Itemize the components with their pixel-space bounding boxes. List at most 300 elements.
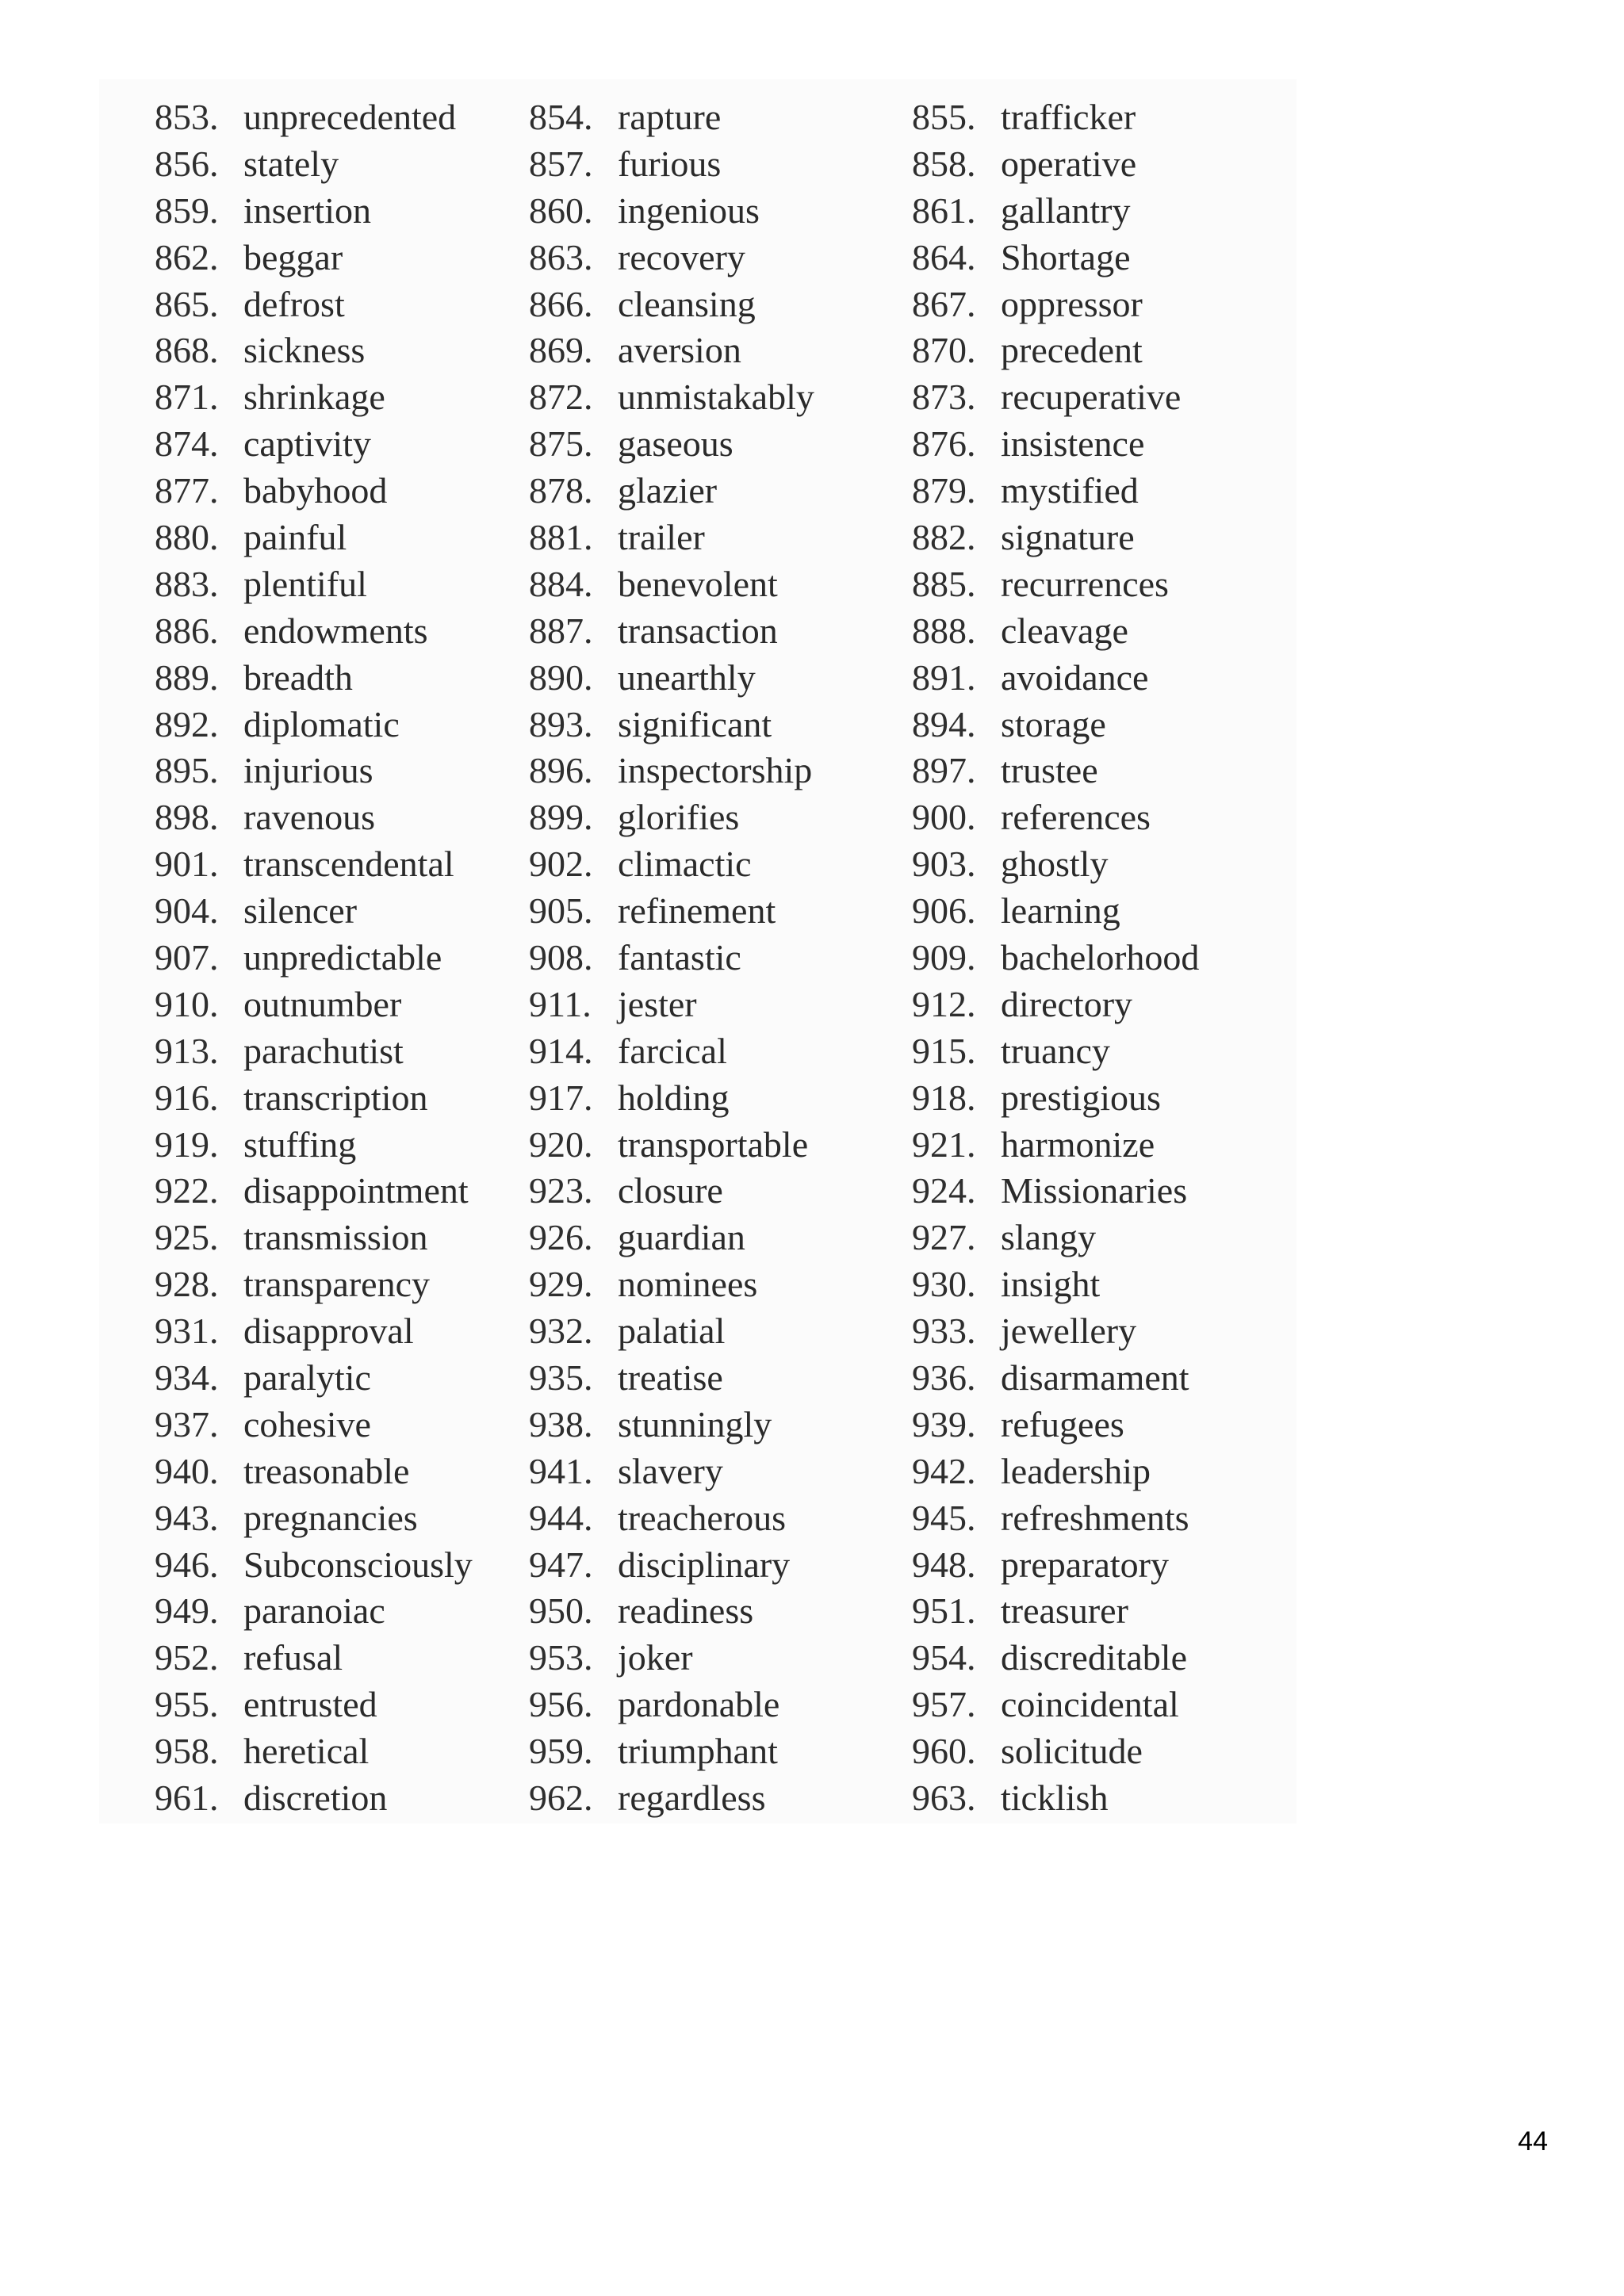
entry-number: 853.	[155, 96, 219, 137]
entry-word: refreshments	[1001, 1497, 1189, 1538]
word-entry	[912, 1307, 1265, 1354]
entry-number: 876.	[912, 423, 976, 465]
entry-word: coincidental	[1001, 1684, 1179, 1725]
entry-number: 962.	[529, 1777, 593, 1818]
entry-word: climactic	[618, 844, 752, 885]
entry-number: 958.	[155, 1731, 219, 1772]
entry-word: ghostly	[1001, 844, 1109, 885]
word-entry	[529, 234, 912, 281]
entry-number: 957.	[912, 1684, 976, 1725]
entry-word: cleansing	[618, 283, 756, 324]
word-entry	[155, 701, 529, 748]
entry-word: discreditable	[1001, 1637, 1188, 1678]
entry-word: paranoiac	[243, 1590, 385, 1632]
entry-number: 880.	[155, 516, 219, 557]
entry-number: 919.	[155, 1123, 219, 1165]
entry-word: recuperative	[1001, 377, 1182, 418]
entry-number: 886.	[155, 610, 219, 651]
entry-number: 955.	[155, 1684, 219, 1725]
word-entry	[155, 1774, 529, 1821]
word-entry	[912, 654, 1265, 701]
entry-number: 954.	[912, 1637, 976, 1678]
entry-word: fantastic	[618, 936, 741, 978]
word-entry	[155, 514, 529, 561]
word-entry	[155, 1261, 529, 1307]
entry-word: unpredictable	[243, 936, 442, 978]
entry-number: 933.	[912, 1311, 976, 1352]
entry-number: 889.	[155, 656, 219, 698]
entry-number: 912.	[912, 983, 976, 1024]
entry-word: readiness	[618, 1590, 754, 1632]
word-entry	[529, 981, 912, 1027]
entry-number: 900.	[912, 797, 976, 838]
entry-word: stuffing	[243, 1123, 357, 1165]
word-entry	[155, 1494, 529, 1541]
word-entry	[155, 467, 529, 514]
entry-word: pregnancies	[243, 1497, 418, 1538]
entry-word: farcical	[618, 1030, 727, 1071]
word-entry	[529, 1448, 912, 1494]
entry-number: 953.	[529, 1637, 593, 1678]
entry-number: 938.	[529, 1403, 593, 1445]
entry-number: 936.	[912, 1357, 976, 1398]
entry-word: bachelorhood	[1001, 936, 1200, 978]
entry-word: closure	[618, 1170, 723, 1211]
entry-number: 898.	[155, 797, 219, 838]
entry-word: refugees	[1001, 1403, 1124, 1445]
word-entry	[155, 1681, 529, 1728]
entry-number: 894.	[912, 703, 976, 744]
word-entry	[912, 94, 1265, 140]
entry-word: disapproval	[243, 1311, 414, 1352]
entry-word: endowments	[243, 610, 428, 651]
entry-number: 959.	[529, 1731, 593, 1772]
entry-number: 942.	[912, 1450, 976, 1491]
entry-word: breadth	[243, 656, 353, 698]
word-entry	[912, 1448, 1265, 1494]
entry-word: rapture	[618, 96, 722, 137]
word-entry	[912, 187, 1265, 234]
entry-word: oppressor	[1001, 283, 1143, 324]
word-entry	[529, 187, 912, 234]
entry-number: 881.	[529, 516, 593, 557]
entry-word: Subconsciously	[243, 1544, 473, 1585]
entry-number: 905.	[529, 890, 593, 932]
word-entry	[155, 1167, 529, 1214]
word-entry	[529, 514, 912, 561]
word-entry	[529, 934, 912, 981]
entry-number: 925.	[155, 1217, 219, 1258]
entry-word: treatise	[618, 1357, 723, 1398]
entry-word: unprecedented	[243, 96, 457, 137]
word-entry	[529, 94, 912, 140]
entry-number: 911.	[529, 983, 592, 1024]
entry-number: 901.	[155, 844, 219, 885]
entry-word: Shortage	[1001, 236, 1131, 277]
entry-word: captivity	[243, 423, 371, 465]
entry-word: outnumber	[243, 983, 402, 1024]
entry-number: 927.	[912, 1217, 976, 1258]
entry-word: precedent	[1001, 330, 1143, 371]
entry-word: benevolent	[618, 563, 778, 604]
entry-word: Missionaries	[1001, 1170, 1188, 1211]
word-entry	[529, 1774, 912, 1821]
entry-word: avoidance	[1001, 656, 1149, 698]
word-entry	[529, 1027, 912, 1074]
entry-number: 907.	[155, 936, 219, 978]
word-entry	[155, 747, 529, 794]
entry-number: 866.	[529, 283, 593, 324]
word-entry	[912, 420, 1265, 467]
entry-number: 885.	[912, 563, 976, 604]
entry-word: diplomatic	[243, 703, 400, 744]
entry-number: 910.	[155, 983, 219, 1024]
entry-word: pardonable	[618, 1684, 780, 1725]
word-entry	[912, 1728, 1265, 1774]
entry-number: 940.	[155, 1450, 219, 1491]
entry-number: 943.	[155, 1497, 219, 1538]
entry-word: babyhood	[243, 470, 388, 511]
entry-number: 956.	[529, 1684, 593, 1725]
word-entry	[155, 187, 529, 234]
entry-word: gallantry	[1001, 189, 1131, 231]
word-entry	[529, 747, 912, 794]
word-entry	[912, 1027, 1265, 1074]
entry-number: 883.	[155, 563, 219, 604]
entry-word: beggar	[243, 236, 343, 277]
entry-word: entrusted	[243, 1684, 377, 1725]
word-entry	[912, 281, 1265, 327]
entry-word: cleavage	[1001, 610, 1128, 651]
word-entry	[912, 934, 1265, 981]
entry-number: 904.	[155, 890, 219, 932]
entry-number: 917.	[529, 1077, 593, 1118]
entry-number: 857.	[529, 143, 593, 184]
word-entry	[529, 1214, 912, 1261]
entry-number: 878.	[529, 470, 593, 511]
word-entry	[912, 607, 1265, 654]
entry-word: leadership	[1001, 1450, 1151, 1491]
entry-number: 879.	[912, 470, 976, 511]
entry-number: 951.	[912, 1590, 976, 1632]
entry-word: regardless	[618, 1777, 766, 1818]
word-entry	[155, 1307, 529, 1354]
entry-word: references	[1001, 797, 1151, 838]
entry-number: 854.	[529, 96, 593, 137]
entry-number: 863.	[529, 236, 593, 277]
word-entry	[155, 654, 529, 701]
entry-word: trailer	[618, 516, 705, 557]
entry-number: 893.	[529, 703, 593, 744]
entry-number: 944.	[529, 1497, 593, 1538]
entry-word: disciplinary	[618, 1544, 791, 1585]
word-entry	[155, 1728, 529, 1774]
entry-number: 867.	[912, 283, 976, 324]
entry-word: learning	[1001, 890, 1120, 932]
entry-word: sickness	[243, 330, 366, 371]
entry-number: 921.	[912, 1123, 976, 1165]
entry-word: discretion	[243, 1777, 388, 1818]
entry-word: slangy	[1001, 1217, 1097, 1258]
entry-number: 920.	[529, 1123, 593, 1165]
entry-number: 875.	[529, 423, 593, 465]
entry-word: signature	[1001, 516, 1135, 557]
entry-word: unmistakably	[618, 377, 814, 418]
entry-word: insight	[1001, 1264, 1101, 1305]
word-entry	[529, 887, 912, 934]
word-entry	[912, 467, 1265, 514]
entry-number: 934.	[155, 1357, 219, 1398]
entry-number: 948.	[912, 1544, 976, 1585]
entry-word: glazier	[618, 470, 718, 511]
entry-word: insistence	[1001, 423, 1145, 465]
entry-word: cohesive	[243, 1403, 371, 1445]
word-entry	[155, 1354, 529, 1401]
word-entry	[912, 1634, 1265, 1681]
word-entry	[912, 1121, 1265, 1168]
entry-number: 922.	[155, 1170, 219, 1211]
word-entry	[912, 1541, 1265, 1588]
entry-number: 855.	[912, 96, 976, 137]
entry-number: 858.	[912, 143, 976, 184]
entry-word: unearthly	[618, 656, 756, 698]
entry-number: 895.	[155, 750, 219, 791]
entry-word: shrinkage	[243, 377, 385, 418]
entry-word: trafficker	[1001, 96, 1136, 137]
entry-word: jewellery	[1001, 1311, 1137, 1352]
entry-word: treasurer	[1001, 1590, 1128, 1632]
word-entry	[529, 1494, 912, 1541]
entry-word: ravenous	[243, 797, 376, 838]
entry-word: furious	[618, 143, 722, 184]
entry-number: 860.	[529, 189, 593, 231]
word-entry	[155, 794, 529, 840]
entry-word: preparatory	[1001, 1544, 1169, 1585]
word-entry	[155, 1588, 529, 1635]
word-entry	[912, 1074, 1265, 1121]
word-entry	[912, 747, 1265, 794]
word-entry	[529, 561, 912, 607]
entry-number: 939.	[912, 1403, 976, 1445]
entry-word: mystified	[1001, 470, 1139, 511]
entry-number: 926.	[529, 1217, 593, 1258]
entry-number: 902.	[529, 844, 593, 885]
entry-word: disappointment	[243, 1170, 469, 1211]
page-number: 44	[1518, 2126, 1548, 2156]
word-list	[155, 94, 1265, 1821]
entry-number: 874.	[155, 423, 219, 465]
word-entry	[155, 1401, 529, 1448]
word-entry	[529, 840, 912, 887]
word-entry	[912, 1681, 1265, 1728]
entry-word: harmonize	[1001, 1123, 1155, 1165]
entry-word: painful	[243, 516, 347, 557]
word-entry	[155, 327, 529, 373]
word-entry	[529, 794, 912, 840]
entry-number: 932.	[529, 1311, 593, 1352]
word-entry	[912, 1401, 1265, 1448]
word-entry	[529, 1681, 912, 1728]
entry-number: 915.	[912, 1030, 976, 1071]
entry-number: 862.	[155, 236, 219, 277]
entry-number: 872.	[529, 377, 593, 418]
word-entry	[155, 1074, 529, 1121]
entry-number: 960.	[912, 1731, 976, 1772]
entry-word: defrost	[243, 283, 345, 324]
entry-word: recurrences	[1001, 563, 1169, 604]
entry-word: inspectorship	[618, 750, 813, 791]
entry-word: parachutist	[243, 1030, 404, 1071]
entry-word: stately	[243, 143, 339, 184]
entry-word: slavery	[618, 1450, 723, 1491]
entry-number: 869.	[529, 330, 593, 371]
entry-word: holding	[618, 1077, 730, 1118]
entry-number: 961.	[155, 1777, 219, 1818]
word-entry	[529, 1401, 912, 1448]
word-entry	[912, 514, 1265, 561]
entry-word: palatial	[618, 1311, 726, 1352]
entry-word: storage	[1001, 703, 1106, 744]
entry-word: operative	[1001, 143, 1137, 184]
word-entry	[155, 1448, 529, 1494]
entry-word: trustee	[1001, 750, 1098, 791]
entry-number: 930.	[912, 1264, 976, 1305]
word-entry	[912, 234, 1265, 281]
word-entry	[529, 1121, 912, 1168]
entry-number: 882.	[912, 516, 976, 557]
entry-number: 888.	[912, 610, 976, 651]
entry-number: 945.	[912, 1497, 976, 1538]
entry-number: 952.	[155, 1637, 219, 1678]
word-entry	[912, 140, 1265, 187]
word-entry	[529, 1354, 912, 1401]
entry-word: stunningly	[618, 1403, 772, 1445]
entry-number: 864.	[912, 236, 976, 277]
entry-number: 924.	[912, 1170, 976, 1211]
entry-word: silencer	[243, 890, 358, 932]
entry-word: aversion	[618, 330, 741, 371]
word-entry	[155, 607, 529, 654]
word-entry	[155, 1214, 529, 1261]
word-entry	[912, 373, 1265, 420]
word-entry	[529, 281, 912, 327]
entry-number: 903.	[912, 844, 976, 885]
word-entry	[529, 1167, 912, 1214]
entry-word: truancy	[1001, 1030, 1110, 1071]
word-entry	[155, 140, 529, 187]
entry-number: 891.	[912, 656, 976, 698]
entry-number: 918.	[912, 1077, 976, 1118]
entry-number: 949.	[155, 1590, 219, 1632]
entry-word: treasonable	[243, 1450, 410, 1491]
entry-number: 947.	[529, 1544, 593, 1585]
word-entry	[155, 1027, 529, 1074]
entry-word: transaction	[618, 610, 778, 651]
entry-number: 877.	[155, 470, 219, 511]
word-entry	[155, 981, 529, 1027]
word-entry	[529, 373, 912, 420]
entry-number: 868.	[155, 330, 219, 371]
entry-number: 859.	[155, 189, 219, 231]
word-entry	[529, 1261, 912, 1307]
word-entry	[529, 1307, 912, 1354]
word-entry	[529, 1728, 912, 1774]
word-entry	[529, 607, 912, 654]
entry-number: 890.	[529, 656, 593, 698]
word-entry	[529, 467, 912, 514]
word-entry	[912, 840, 1265, 887]
entry-word: jester	[618, 983, 697, 1024]
entry-word: transcription	[243, 1077, 428, 1118]
entry-word: joker	[618, 1637, 693, 1678]
word-entry	[155, 1634, 529, 1681]
word-entry	[912, 561, 1265, 607]
entry-number: 908.	[529, 936, 593, 978]
entry-number: 861.	[912, 189, 976, 231]
word-entry	[155, 1541, 529, 1588]
entry-number: 928.	[155, 1264, 219, 1305]
entry-word: ticklish	[1001, 1777, 1109, 1818]
entry-number: 931.	[155, 1311, 219, 1352]
entry-word: transmission	[243, 1217, 428, 1258]
word-entry	[155, 281, 529, 327]
entry-number: 937.	[155, 1403, 219, 1445]
word-entry	[912, 887, 1265, 934]
word-entry	[529, 420, 912, 467]
word-entry	[155, 420, 529, 467]
word-entry	[529, 327, 912, 373]
entry-word: guardian	[618, 1217, 745, 1258]
entry-word: solicitude	[1001, 1731, 1143, 1772]
word-entry	[912, 981, 1265, 1027]
entry-word: gaseous	[618, 423, 733, 465]
entry-number: 856.	[155, 143, 219, 184]
entry-number: 913.	[155, 1030, 219, 1071]
entry-number: 923.	[529, 1170, 593, 1211]
word-entry	[155, 887, 529, 934]
entry-number: 871.	[155, 377, 219, 418]
entry-word: triumphant	[618, 1731, 778, 1772]
word-entry	[912, 1774, 1265, 1821]
word-entry	[529, 701, 912, 748]
entry-number: 870.	[912, 330, 976, 371]
entry-word: insertion	[243, 189, 371, 231]
word-entry	[912, 1167, 1265, 1214]
entry-number: 941.	[529, 1450, 593, 1491]
entry-word: transcendental	[243, 844, 454, 885]
entry-word: transportable	[618, 1123, 809, 1165]
word-entry	[155, 234, 529, 281]
word-entry	[529, 1074, 912, 1121]
entry-number: 914.	[529, 1030, 593, 1071]
entry-number: 909.	[912, 936, 976, 978]
word-entry	[529, 1634, 912, 1681]
word-entry	[155, 373, 529, 420]
word-entry	[912, 794, 1265, 840]
entry-word: injurious	[243, 750, 373, 791]
entry-number: 884.	[529, 563, 593, 604]
entry-word: heretical	[243, 1731, 370, 1772]
word-entry	[912, 1261, 1265, 1307]
entry-word: refinement	[618, 890, 776, 932]
entry-number: 899.	[529, 797, 593, 838]
entry-number: 896.	[529, 750, 593, 791]
entry-word: disarmament	[1001, 1357, 1189, 1398]
entry-number: 865.	[155, 283, 219, 324]
entry-number: 916.	[155, 1077, 219, 1118]
word-entry	[912, 1214, 1265, 1261]
entry-word: nominees	[618, 1264, 758, 1305]
